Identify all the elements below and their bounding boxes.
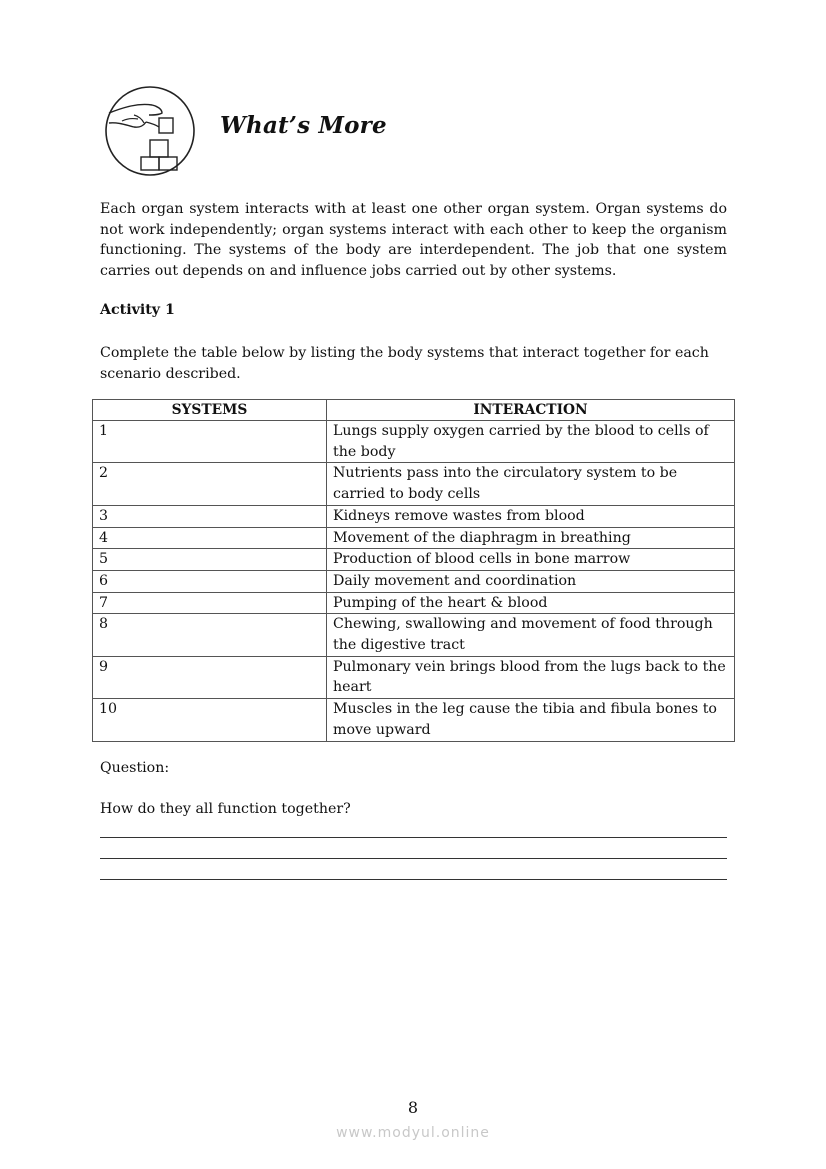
table-row: [93, 592, 735, 614]
answer-line[interactable]: [100, 879, 727, 880]
table-row: [93, 699, 735, 741]
answer-line[interactable]: [100, 858, 727, 859]
header-interaction: INTERACTION: [327, 400, 735, 421]
activity-instructions: Complete the table below by listing the body systems that interact together for each scenario described.: [100, 345, 709, 382]
interaction-cell: Daily movement and coordination: [327, 570, 735, 592]
intro-paragraph: Each organ system interacts with at least one other organ system. Organ systems do not work independently; organ systems interact with each other to keep the organism functioning. The systems of the body are interdependent. The job that one system carries out depends on and influence jobs carried out by other systems.: [100, 201, 727, 280]
interaction-cell: Production of blood cells in bone marrow: [327, 549, 735, 571]
system-cell[interactable]: 7: [93, 592, 327, 614]
table-row: [93, 570, 735, 592]
table-row: [93, 527, 735, 549]
header-systems: SYSTEMS: [93, 400, 327, 421]
system-cell[interactable]: 2: [93, 463, 327, 505]
table-row: [93, 656, 735, 698]
table-row: [93, 421, 735, 463]
page-number: 8: [407, 1098, 419, 1117]
table-row: [93, 549, 735, 571]
systems-interaction-table: [92, 399, 735, 742]
watermark: www.modyul.online: [336, 1125, 490, 1141]
interaction-cell: Chewing, swallowing and movement of food through the digestive tract: [327, 614, 735, 656]
table-row: [93, 505, 735, 527]
interaction-cell: Muscles in the leg cause the tibia and fibula bones to move upward: [327, 699, 735, 741]
system-cell[interactable]: 5: [93, 549, 327, 571]
system-cell[interactable]: 9: [93, 656, 327, 698]
interaction-cell: Pulmonary vein brings blood from the lugs back to the heart: [327, 656, 735, 698]
table-row: [93, 463, 735, 505]
interaction-cell: Lungs supply oxygen carried by the blood to cells of the body: [327, 421, 735, 463]
system-cell[interactable]: 1: [93, 421, 327, 463]
system-cell[interactable]: 6: [93, 570, 327, 592]
interaction-cell: Movement of the diaphragm in breathing: [327, 527, 735, 549]
answer-line[interactable]: [100, 837, 727, 838]
interaction-cell: Kidneys remove wastes from blood: [327, 505, 735, 527]
table-row: [93, 614, 735, 656]
system-cell[interactable]: 10: [93, 699, 327, 741]
question-text: How do they all function together?: [100, 801, 351, 817]
system-cell[interactable]: 4: [93, 527, 327, 549]
hand-stacking-blocks-icon: [104, 85, 196, 177]
system-cell[interactable]: 8: [93, 614, 327, 656]
interaction-cell: Nutrients pass into the circulatory system to be carried to body cells: [327, 463, 735, 505]
activity-title: Activity 1: [100, 302, 175, 318]
table-header-row: [93, 400, 735, 421]
question-label: Question:: [100, 760, 170, 776]
section-title: What’s More: [220, 112, 387, 139]
system-cell[interactable]: 3: [93, 505, 327, 527]
interaction-cell: Pumping of the heart & blood: [327, 592, 735, 614]
